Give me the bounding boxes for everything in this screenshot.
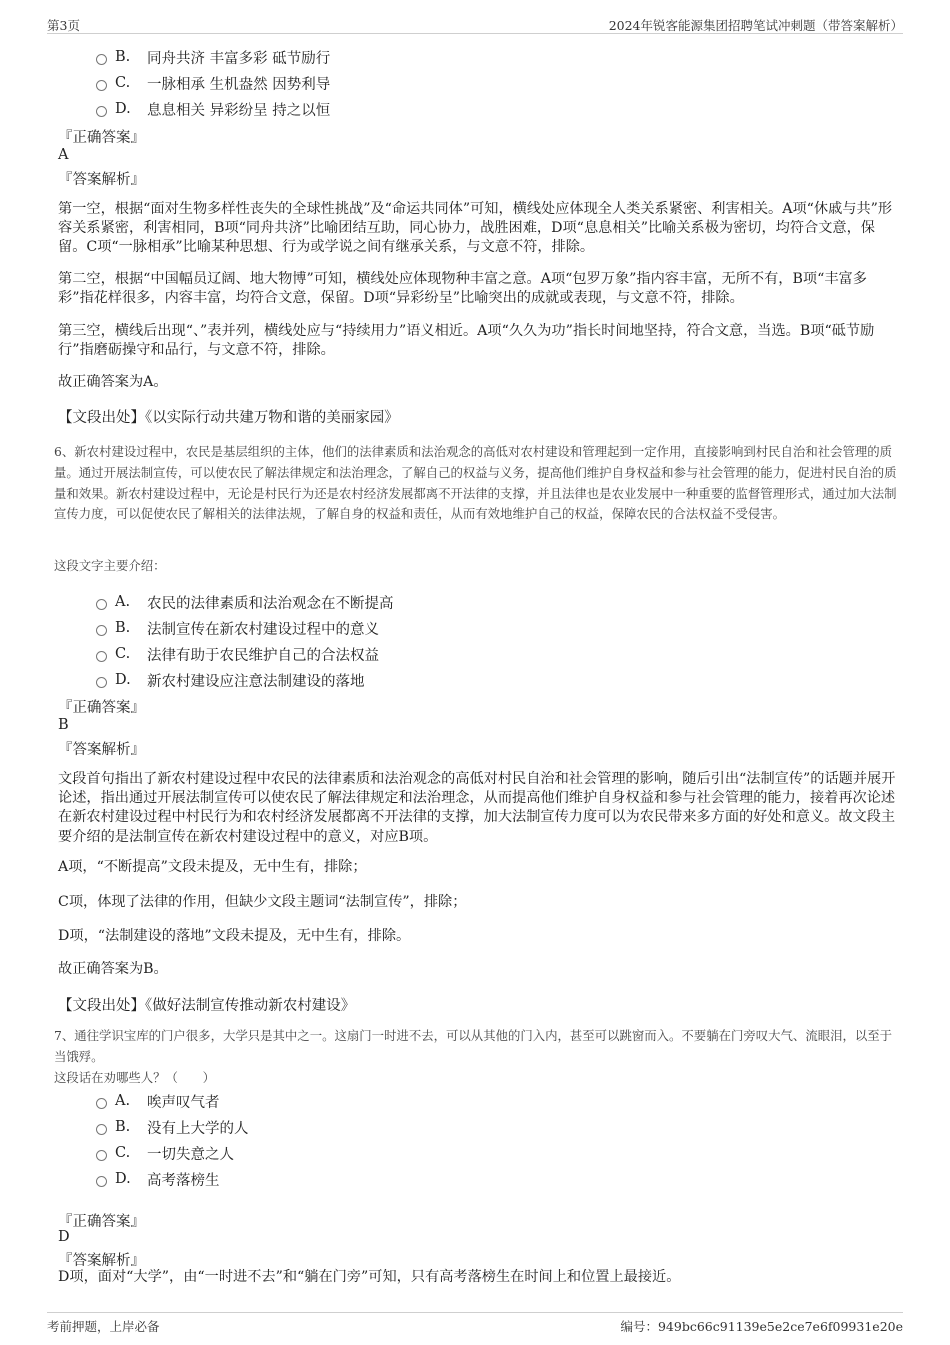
q5-source: 【文段出处】《以实际行动共建万物和谐的美丽家园》 (58, 410, 399, 426)
radio-icon[interactable] (96, 1098, 107, 1109)
q6-question: 6、新农村建设过程中，农民是基层组织的主体，他们的法律素质和法治观念的高低对农村建设和管理起到一定作用，直接影响到村民自治和社会管理的质量。通过开展法制宣传，可以使农民了解法律规定和法治理念，了解自己的权益与义务，提高他们维护自身权益和参与社会管理的能力，促进村民自治的质量和效果。新农村建设过程中，无论是村民行为还是农村经济发展都离不开法律的支撑，并且法律也是农业发展中一种重要的监督管理形式，通过加大法制宣传力度，可以促使农民了解相关的法律法规，了解自身的权益和责任，从而有效地维护自己的权益，保障农民的合法权益不受侵害。 (54, 444, 897, 522)
q6-option-a[interactable]: A. 农民的法律素质和法治观念在不断提高 (96, 591, 394, 613)
q7-option-d[interactable]: D. 高考落榜生 (96, 1168, 220, 1190)
q5-option-c[interactable]: C. 一脉相承 生机盎然 因势利导 (96, 72, 330, 94)
q6-option-d[interactable]: D. 新农村建设应注意法制建设的落地 (96, 669, 365, 691)
radio-icon[interactable] (96, 651, 107, 662)
document-title: 2024年锐客能源集团招聘笔试冲刺题（带答案解析） (608, 18, 903, 33)
radio-icon[interactable] (96, 625, 107, 636)
q5-answer-label: 『正确答案』 (58, 130, 145, 146)
q6-answer-label: 『正确答案』 (58, 700, 145, 716)
radio-icon[interactable] (96, 677, 107, 688)
q7-analysis-label: 『答案解析』 (58, 1253, 145, 1269)
q6-source: 【文段出处】《做好法制宣传推动新农村建设》 (58, 998, 356, 1014)
page-header (47, 14, 903, 34)
radio-icon[interactable] (96, 1176, 107, 1187)
q7-question: 7、通往学识宝库的门户很多，大学只是其中之一。这扇门一时进不去，可以从其他的门入内，甚至可以跳窗而入。不要躺在门旁叹大气、流眼泪，以至于当饿殍。 (54, 1028, 893, 1064)
radio-icon[interactable] (96, 599, 107, 610)
q5-analysis-para-1: 第一空，根据“面对生物多样性丧失的全球性挑战”及“命运共同体”可知，横线处应体现全人类关系紧密、利害相关。A项“休戚与共”形容关系紧密，利害相同，B项“同舟共济”比喻团结互助，同心协力，战胜困难，D项“息息相关”比喻关系极为密切，均符合文意，保留。C项“一脉相承”比喻某种思想、行为或学说之间有继承关系，与文意不符，排除。 (58, 201, 893, 256)
q6-analysis-label: 『答案解析』 (58, 742, 145, 758)
q5-option-b[interactable]: B. 同舟共济 丰富多彩 砥节励行 (96, 46, 330, 68)
q5-analysis-para-2: 第二空，根据“中国幅员辽阔、地大物博”可知，横线处应体现物种丰富之意。A项“包罗万象”指内容丰富，无所不有，B项“丰富多彩”指花样很多，内容丰富，均符合文意，保留。D项“异彩纷呈”比喻突出的成就或表现，与文意不符，排除。 (58, 271, 867, 307)
q5-analysis-para-3: 第三空，横线后出现“、”表并列，横线处应与“持续用力”语义相近。A项“久久为功”指长时间地坚持，符合文意，当选。B项“砥节励行”指磨砺操守和品行，与文意不符，排除。 (58, 323, 875, 359)
q6-conclusion: 故正确答案为B。 (58, 961, 168, 977)
q7-answer-label: 『正确答案』 (58, 1214, 145, 1230)
radio-icon[interactable] (96, 1124, 107, 1135)
q7-analysis: D项，面对“大学”，由“一时进不去”和“躺在门旁”可知，只有高考落榜生在时间上和位置上最接近。 (58, 1269, 681, 1285)
q7-option-b[interactable]: B. 没有上大学的人 (96, 1116, 249, 1138)
q5-analysis-label: 『答案解析』 (58, 172, 145, 188)
q7-option-a[interactable]: A. 唉声叹气者 (96, 1090, 220, 1112)
radio-icon[interactable] (96, 1150, 107, 1161)
q7-option-c[interactable]: C. 一切失意之人 (96, 1142, 234, 1164)
q7-prompt: 这段话在劝哪些人？（ ） (54, 1070, 216, 1085)
page-number: 第3页 (47, 18, 80, 33)
document-code: 编号：949bc66c91139e5e2ce7e6f09931e20e (620, 1319, 903, 1334)
q5-conclusion: 故正确答案为A。 (58, 374, 168, 390)
radio-icon[interactable] (96, 80, 107, 91)
footer-slogan: 考前押题，上岸必备 (47, 1319, 160, 1334)
radio-icon[interactable] (96, 54, 107, 65)
q6-option-c[interactable]: C. 法律有助于农民维护自己的合法权益 (96, 643, 379, 665)
page-footer (47, 1312, 903, 1334)
q5-option-d[interactable]: D. 息息相关 异彩纷呈 持之以恒 (96, 98, 330, 120)
q6-analysis-para-3: C项，体现了法律的作用，但缺少文段主题词“法制宣传”，排除； (58, 894, 467, 910)
q6-analysis-para-1: 文段首句指出了新农村建设过程中农民的法律素质和法治观念的高低对村民自治和社会管理的影响，随后引出“法制宣传”的话题并展开论述，指出通过开展法制宣传可以使农民了解法律规定和法治理念，从而提高他们维护自身权益和参与社会管理的能力，接着再次论述在新农村建设过程中村民行为和农村经济发展都离不开法律的支撑，加大法制宣传力度可以为农民带来多方面的好处和意义。故文段主要介绍的是法制宣传在新农村建设过程中的意义，对应B项。 (58, 771, 896, 845)
q6-analysis-para-2: A项，“不断提高”文段未提及，无中生有，排除； (58, 859, 367, 875)
q5-answer: A (58, 147, 69, 163)
q6-option-b[interactable]: B. 法制宣传在新农村建设过程中的意义 (96, 617, 379, 639)
q6-answer: B (58, 717, 69, 733)
radio-icon[interactable] (96, 106, 107, 117)
q6-prompt: 这段文字主要介绍： (54, 558, 166, 573)
q6-analysis-para-4: D项，“法制建设的落地”文段未提及，无中生有，排除。 (58, 928, 411, 944)
q7-answer: D (58, 1229, 70, 1245)
